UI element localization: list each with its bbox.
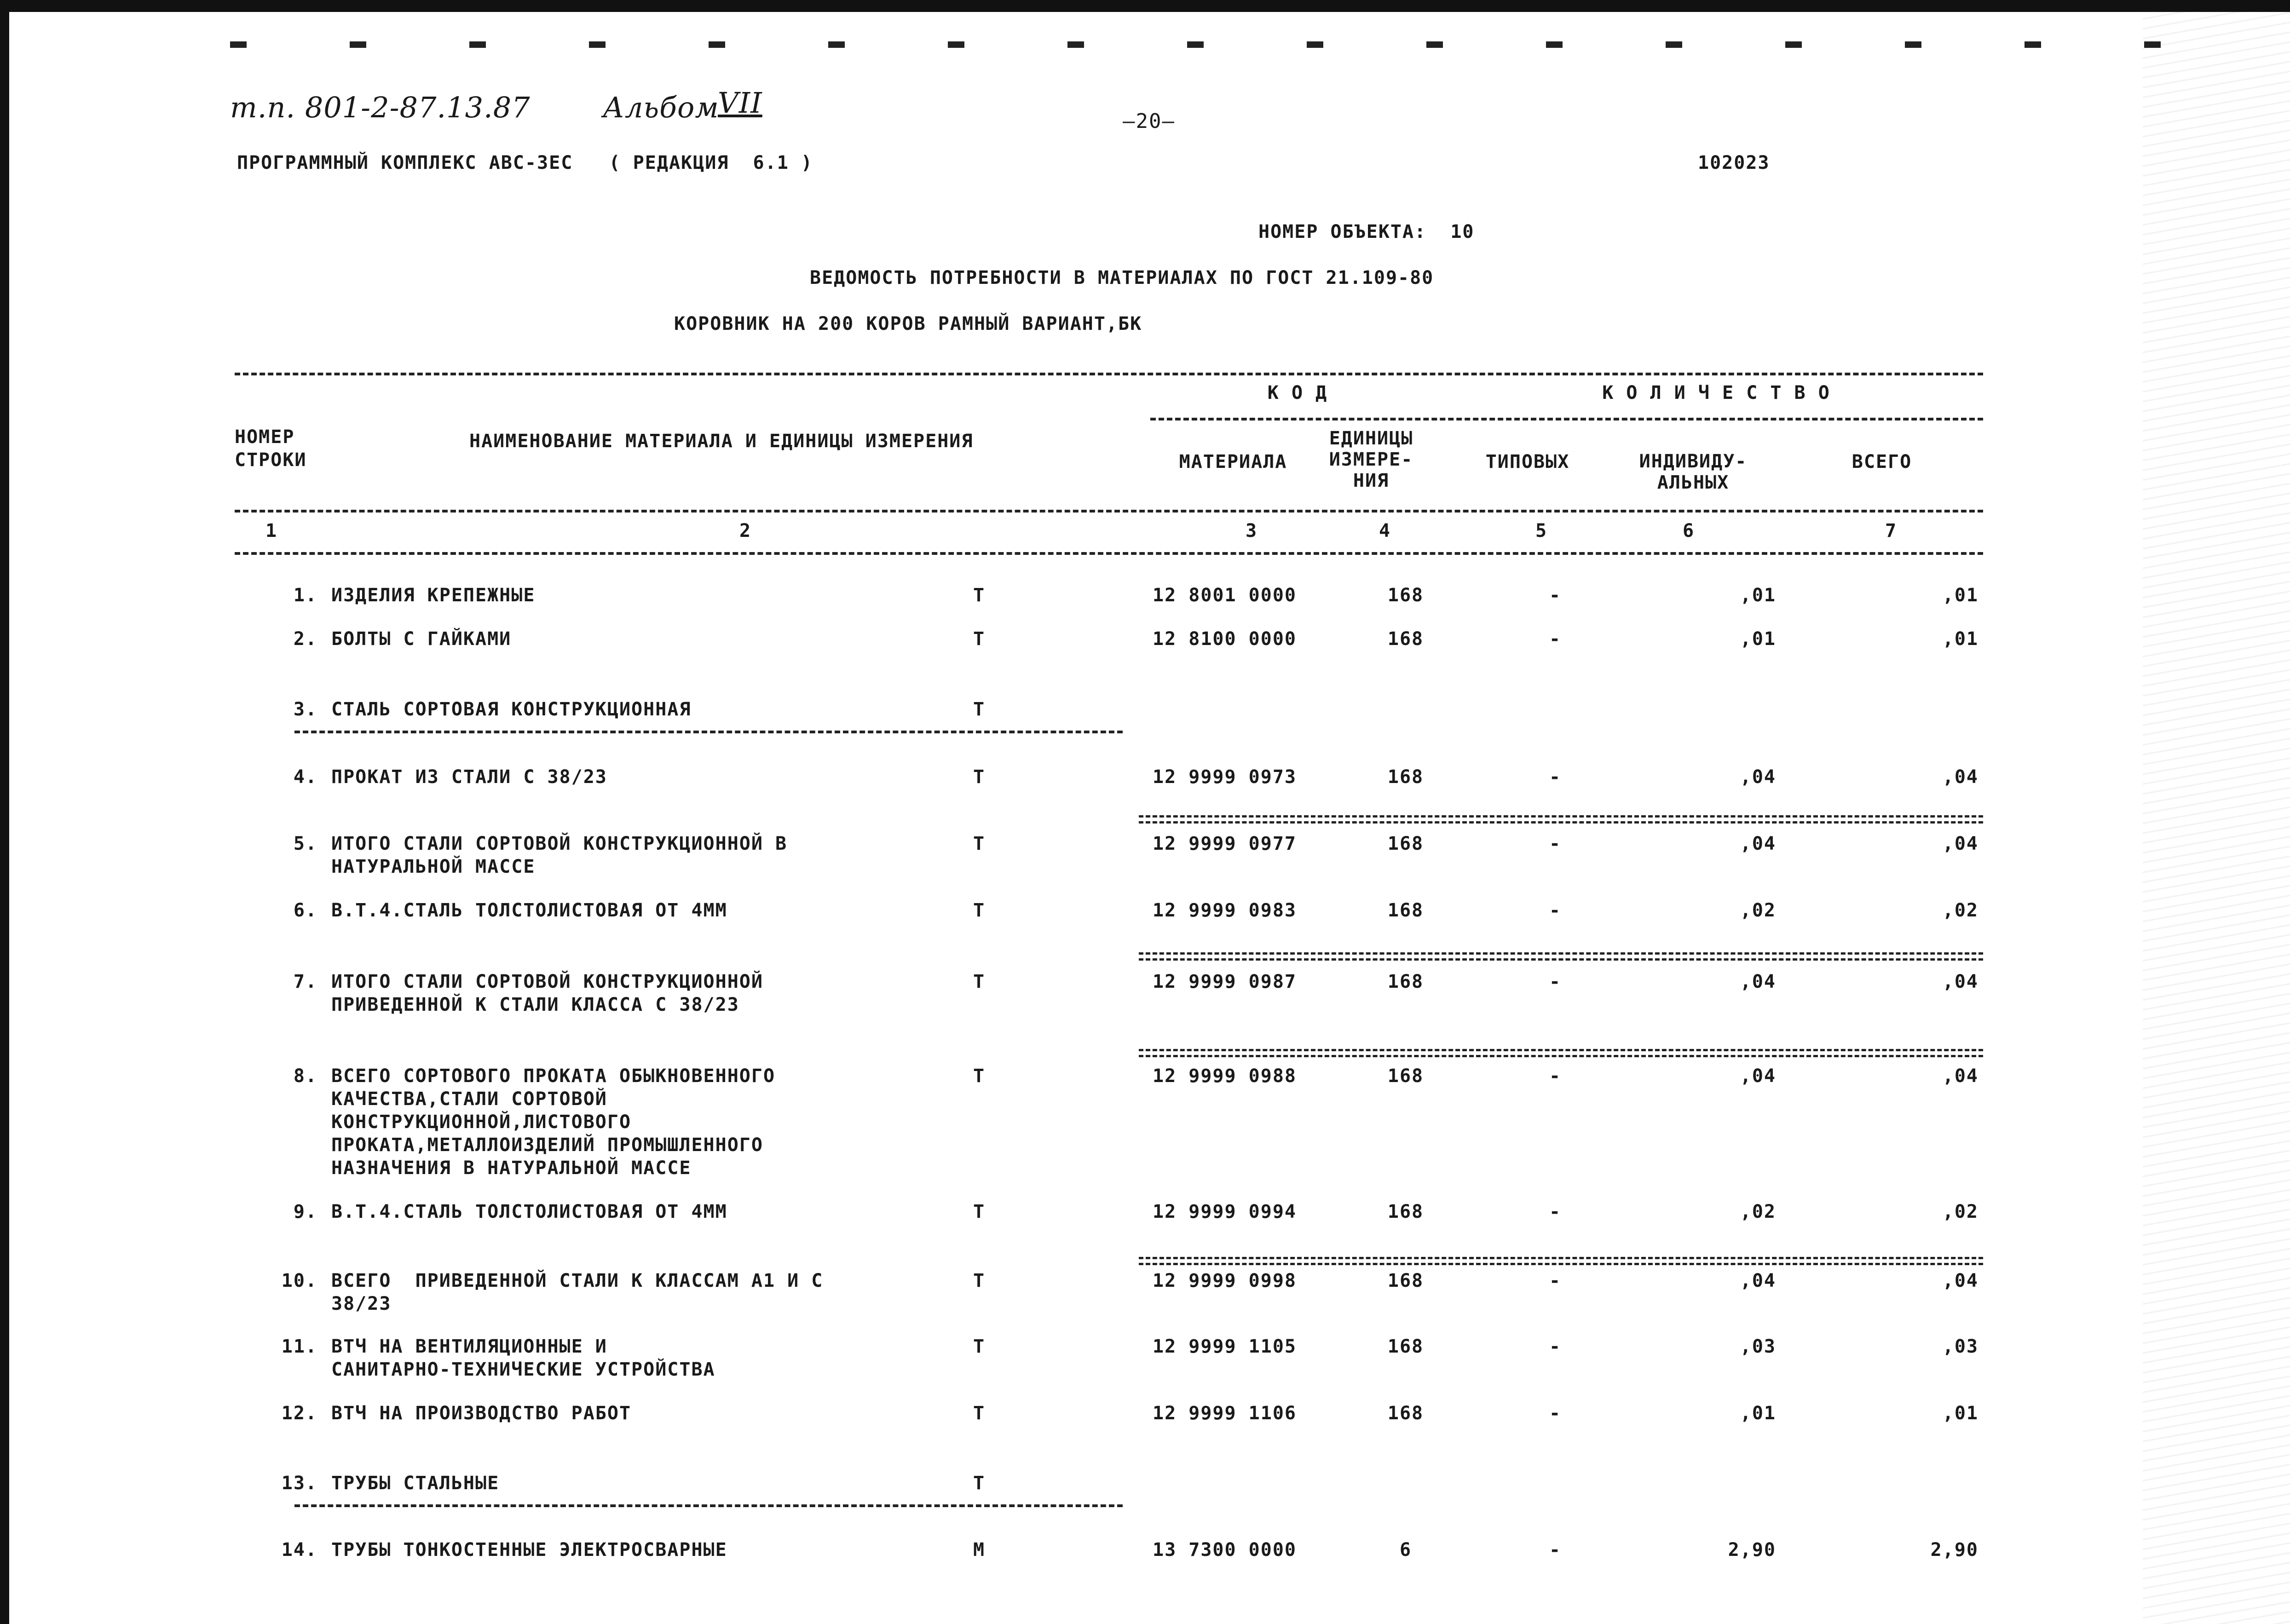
row-material-code: 12 9999 0994 — [1153, 1201, 1297, 1222]
row-qty-total: ,04 — [1942, 833, 1979, 854]
row-number: 1. — [293, 585, 317, 606]
handwritten-album-label: Альбом — [603, 91, 719, 124]
handwritten-project-code: т.п. 801-2-87.13.87 — [230, 91, 531, 124]
row-material-name: ИТОГО СТАЛИ СОРТОВОЙ КОНСТРУКЦИОННОЙ В — [331, 833, 788, 854]
scan-border-left — [0, 0, 9, 1624]
row-unit: Т — [973, 833, 986, 854]
row-qty-individual: ,01 — [1740, 585, 1776, 606]
row-number: 3. — [293, 699, 317, 720]
table-top-rule — [235, 373, 1983, 375]
row-unit-code: 168 — [1387, 585, 1424, 606]
total-rule-row8 — [1139, 1049, 1983, 1051]
row-unit-code: 168 — [1387, 766, 1424, 788]
row-qty-typical: - — [1549, 900, 1562, 921]
row-qty-individual: ,04 — [1740, 971, 1776, 992]
row-qty-total: ,04 — [1942, 1065, 1979, 1087]
document-title: ВЕДОМОСТЬ ПОТРЕБНОСТИ В МАТЕРИАЛАХ ПО ГОСТ 21.109-80 — [810, 267, 1434, 288]
row-qty-typical: - — [1549, 628, 1562, 650]
row-unit: Т — [973, 1473, 986, 1494]
row-number: 2. — [293, 628, 317, 650]
row-material-code: 12 9999 0987 — [1153, 971, 1297, 992]
col-num-4: 4 — [1379, 520, 1391, 541]
row-unit-code: 168 — [1387, 971, 1424, 992]
col-group-quantity: К О Л И Ч Е С Т В О — [1602, 382, 1830, 403]
row-material-code: 12 9999 0983 — [1153, 900, 1297, 921]
row-qty-total: ,03 — [1942, 1336, 1979, 1357]
col-material-code-label: МАТЕРИАЛА — [1179, 451, 1287, 472]
row-material-code: 12 9999 0973 — [1153, 766, 1297, 788]
row-material-code: 12 8100 0000 — [1153, 628, 1297, 650]
row-unit-code: 168 — [1387, 900, 1424, 921]
row-qty-typical: - — [1549, 971, 1562, 992]
row-qty-total: ,01 — [1942, 1403, 1979, 1424]
row-material-name: НАЗНАЧЕНИЯ В НАТУРАЛЬНОЙ МАССЕ — [331, 1158, 692, 1179]
row-number: 4. — [293, 766, 317, 788]
handwritten-album-number: VII — [718, 86, 762, 120]
row-unit-code: 168 — [1387, 833, 1424, 854]
row-qty-total: ,02 — [1942, 1201, 1979, 1222]
row-material-name: СТАЛЬ СОРТОВАЯ КОНСТРУКЦИОННАЯ — [331, 699, 692, 720]
row-qty-typical: - — [1549, 1539, 1562, 1561]
row-material-code: 12 9999 1105 — [1153, 1336, 1297, 1357]
row-material-name: ВСЕГО СОРТОВОГО ПРОКАТА ОБЫКНОВЕННОГО — [331, 1065, 776, 1087]
row-number: 12. — [281, 1403, 317, 1424]
row-unit-code: 168 — [1387, 1403, 1424, 1424]
row-unit: Т — [973, 766, 986, 788]
row-unit: Т — [973, 1403, 986, 1424]
row-unit-code: 168 — [1387, 1270, 1424, 1291]
row-qty-total: ,04 — [1942, 971, 1979, 992]
row-material-code: 12 9999 0998 — [1153, 1270, 1297, 1291]
document-code: 102023 — [1698, 152, 1770, 173]
row-material-code: 12 9999 1106 — [1153, 1403, 1297, 1424]
col-num-6: 6 — [1682, 520, 1695, 541]
row-qty-typical: - — [1549, 1403, 1562, 1424]
total-rule-row7 — [1139, 952, 1983, 955]
row-material-name: В.Т.4.СТАЛЬ ТОЛСТОЛИСТОВАЯ ОТ 4ММ — [331, 900, 727, 921]
row-unit: Т — [973, 971, 986, 992]
col-num-3: 3 — [1245, 520, 1258, 541]
section-rule-row13 — [294, 1504, 1123, 1507]
col-num-5: 5 — [1535, 520, 1548, 541]
row-material-code: 13 7300 0000 — [1153, 1539, 1297, 1561]
row-material-name: 38/23 — [331, 1293, 392, 1314]
row-qty-typical: - — [1549, 1065, 1562, 1087]
scan-border-top — [0, 0, 2290, 12]
row-number: 5. — [293, 833, 317, 854]
section-rule-row3 — [294, 731, 1123, 733]
row-material-code: 12 9999 0988 — [1153, 1065, 1297, 1087]
row-qty-typical: - — [1549, 833, 1562, 854]
row-material-name: ИТОГО СТАЛИ СОРТОВОЙ КОНСТРУКЦИОННОЙ — [331, 971, 763, 992]
row-unit-code: 168 — [1387, 1065, 1424, 1087]
row-qty-individual: ,01 — [1740, 1403, 1776, 1424]
row-unit-code: 168 — [1387, 1201, 1424, 1222]
row-material-name: ВСЕГО ПРИВЕДЕННОЙ СТАЛИ К КЛАССАМ А1 И С — [331, 1270, 824, 1291]
numbers-rule — [235, 552, 1983, 555]
row-qty-total: ,02 — [1942, 900, 1979, 921]
row-unit: М — [973, 1539, 986, 1561]
col-name-label: НАИМЕНОВАНИЕ МАТЕРИАЛА И ЕДИНИЦЫ ИЗМЕРЕНИЯ — [469, 431, 974, 452]
row-material-name: ИЗДЕЛИЯ КРЕПЕЖНЫЕ — [331, 585, 536, 606]
row-number: 9. — [293, 1201, 317, 1222]
row-unit-code: 6 — [1399, 1539, 1412, 1561]
row-qty-individual: ,04 — [1740, 1065, 1776, 1087]
row-unit: Т — [973, 585, 986, 606]
row-material-code: 12 8001 0000 — [1153, 585, 1297, 606]
col-individual-label: ИНДИВИДУ- АЛЬНЫХ — [1639, 451, 1748, 493]
row-qty-individual: ,03 — [1740, 1336, 1776, 1357]
document-subtitle: КОРОВНИК НА 200 КОРОВ РАМНЫЙ ВАРИАНТ,БК — [674, 313, 1142, 334]
object-number: НОМЕР ОБЪЕКТА: 10 — [1258, 221, 1475, 242]
row-material-name: КОНСТРУКЦИОННОЙ,ЛИСТОВОГО — [331, 1111, 632, 1133]
row-material-name: КАЧЕСТВА,СТАЛИ СОРТОВОЙ — [331, 1088, 607, 1110]
row-qty-total: ,04 — [1942, 1270, 1979, 1291]
row-number: 7. — [293, 971, 317, 992]
row-material-name: ВТЧ НА ВЕНТИЛЯЦИОННЫЕ И — [331, 1336, 607, 1357]
row-qty-total: ,01 — [1942, 585, 1979, 606]
row-number: 6. — [293, 900, 317, 921]
row-qty-individual: ,04 — [1740, 766, 1776, 788]
col-typical-label: ТИПОВЫХ — [1485, 451, 1570, 472]
row-number: 11. — [281, 1336, 317, 1357]
row-qty-individual: 2,90 — [1728, 1539, 1776, 1561]
row-unit: Т — [973, 900, 986, 921]
row-unit: Т — [973, 699, 986, 720]
row-unit: Т — [973, 628, 986, 650]
row-qty-individual: ,04 — [1740, 1270, 1776, 1291]
row-material-name: ТРУБЫ СТАЛЬНЫЕ — [331, 1473, 500, 1494]
col-row-number-label: НОМЕР СТРОКИ — [235, 426, 307, 471]
col-total-label: ВСЕГО — [1852, 451, 1912, 472]
row-unit: Т — [973, 1201, 986, 1222]
row-qty-individual: ,04 — [1740, 833, 1776, 854]
row-qty-total: ,04 — [1942, 766, 1979, 788]
row-number: 13. — [281, 1473, 317, 1494]
row-number: 8. — [293, 1065, 317, 1087]
row-qty-typical: - — [1549, 1270, 1562, 1291]
row-qty-total: ,01 — [1942, 628, 1979, 650]
program-line: ПРОГРАММНЫЙ КОМПЛЕКС АВС-3ЕС ( РЕДАКЦИЯ 6.1 ) — [237, 152, 813, 173]
row-material-name: ПРОКАТ ИЗ СТАЛИ С 38/23 — [331, 766, 607, 788]
page-number: —20— — [1123, 109, 1175, 133]
row-material-name: ВТЧ НА ПРОИЗВОДСТВО РАБОТ — [331, 1403, 632, 1424]
scan-noise — [2143, 0, 2290, 1624]
row-qty-typical: - — [1549, 766, 1562, 788]
row-unit: Т — [973, 1270, 986, 1291]
row-qty-individual: ,02 — [1740, 1201, 1776, 1222]
row-qty-individual: ,02 — [1740, 900, 1776, 921]
row-unit: Т — [973, 1336, 986, 1357]
col-num-2: 2 — [739, 520, 752, 541]
col-group-code: К О Д — [1267, 382, 1328, 403]
total-rule-row10 — [1139, 1257, 1983, 1259]
row-material-code: 12 9999 0977 — [1153, 833, 1297, 854]
row-qty-typical: - — [1549, 585, 1562, 606]
row-number: 14. — [281, 1539, 317, 1561]
header-rule — [235, 510, 1983, 513]
row-material-name: САНИТАРНО-ТЕХНИЧЕСКИЕ УСТРОЙСТВА — [331, 1359, 715, 1380]
row-material-name: НАТУРАЛЬНОЙ МАССЕ — [331, 856, 536, 877]
row-qty-typical: - — [1549, 1336, 1562, 1357]
row-material-name: ПРИВЕДЕННОЙ К СТАЛИ КЛАССА С 38/23 — [331, 994, 739, 1015]
col-num-1: 1 — [265, 520, 278, 541]
row-material-name: БОЛТЫ С ГАЙКАМИ — [331, 628, 512, 650]
row-material-name: ПРОКАТА,МЕТАЛЛОИЗДЕЛИЙ ПРОМЫШЛЕННОГО — [331, 1134, 763, 1156]
col-unit-code-label: ЕДИНИЦЫ ИЗМЕРЕ- НИЯ — [1329, 428, 1413, 491]
row-material-name: В.Т.4.СТАЛЬ ТОЛСТОЛИСТОВАЯ ОТ 4ММ — [331, 1201, 727, 1222]
row-unit: Т — [973, 1065, 986, 1087]
perforation-dashes — [230, 41, 2163, 48]
group-divider-rule — [1150, 418, 1983, 420]
row-number: 10. — [281, 1270, 317, 1291]
row-material-name: ТРУБЫ ТОНКОСТЕННЫЕ ЭЛЕКТРОСВАРНЫЕ — [331, 1539, 727, 1561]
row-unit-code: 168 — [1387, 628, 1424, 650]
row-qty-total: 2,90 — [1930, 1539, 1979, 1561]
row-qty-typical: - — [1549, 1201, 1562, 1222]
total-rule-row5 — [1139, 815, 1983, 818]
row-unit-code: 168 — [1387, 1336, 1424, 1357]
row-qty-individual: ,01 — [1740, 628, 1776, 650]
col-num-7: 7 — [1885, 520, 1898, 541]
